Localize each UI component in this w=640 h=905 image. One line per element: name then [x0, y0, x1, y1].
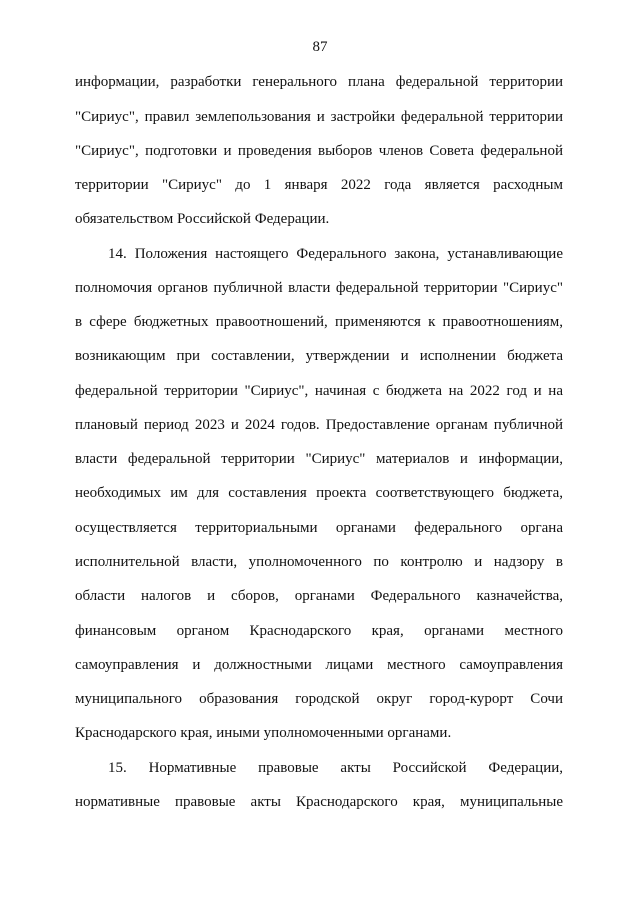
page-number: 87: [312, 39, 328, 55]
text-line: обязательством Российской Федерации.: [75, 211, 330, 227]
text-line: информации, разработки генерального плана федеральной территории: [75, 74, 563, 90]
text-line: осуществляется территориальными органами федерального органа: [75, 520, 563, 536]
text-line: федеральной территории "Сириус", начиная с бюджета на 2022 год и на: [75, 383, 563, 399]
paragraph-14-start: 14. Положения настоящего Федерального закона, устанавливающие: [108, 246, 563, 262]
text-line: нормативные правовые акты Краснодарского края, муниципальные: [75, 794, 563, 810]
text-line: "Сириус", правил землепользования и застройки федеральной территории: [75, 109, 563, 125]
text-line: в сфере бюджетных правоотношений, применяются к правоотношениям,: [75, 314, 563, 330]
text-line: исполнительной власти, уполномоченного по контролю и надзору в: [75, 554, 563, 570]
text-line: "Сириус", подготовки и проведения выборов членов Совета федеральной: [75, 143, 563, 159]
text-line: территории "Сириус" до 1 января 2022 года является расходным: [75, 177, 563, 193]
text-line: власти федеральной территории "Сириус" материалов и информации,: [75, 451, 563, 467]
text-line: необходимых им для составления проекта соответствующего бюджета,: [75, 485, 563, 501]
paragraph-15-start: 15. Нормативные правовые акты Российской Федерации,: [108, 760, 563, 776]
text-line: области налогов и сборов, органами Федерального казначейства,: [75, 588, 563, 604]
text-line: возникающим при составлении, утверждении и исполнении бюджета: [75, 348, 563, 364]
text-line: финансовым органом Краснодарского края, органами местного: [75, 623, 563, 639]
text-line: Краснодарского края, иными уполномоченными органами.: [75, 725, 452, 741]
text-line: самоуправления и должностными лицами местного самоуправления: [75, 657, 563, 673]
text-line: полномочия органов публичной власти федеральной территории "Сириус": [75, 280, 563, 296]
text-line: плановый период 2023 и 2024 годов. Предоставление органам публичной: [75, 417, 563, 433]
text-line: муниципального образования городской округ город-курорт Сочи: [75, 691, 563, 707]
